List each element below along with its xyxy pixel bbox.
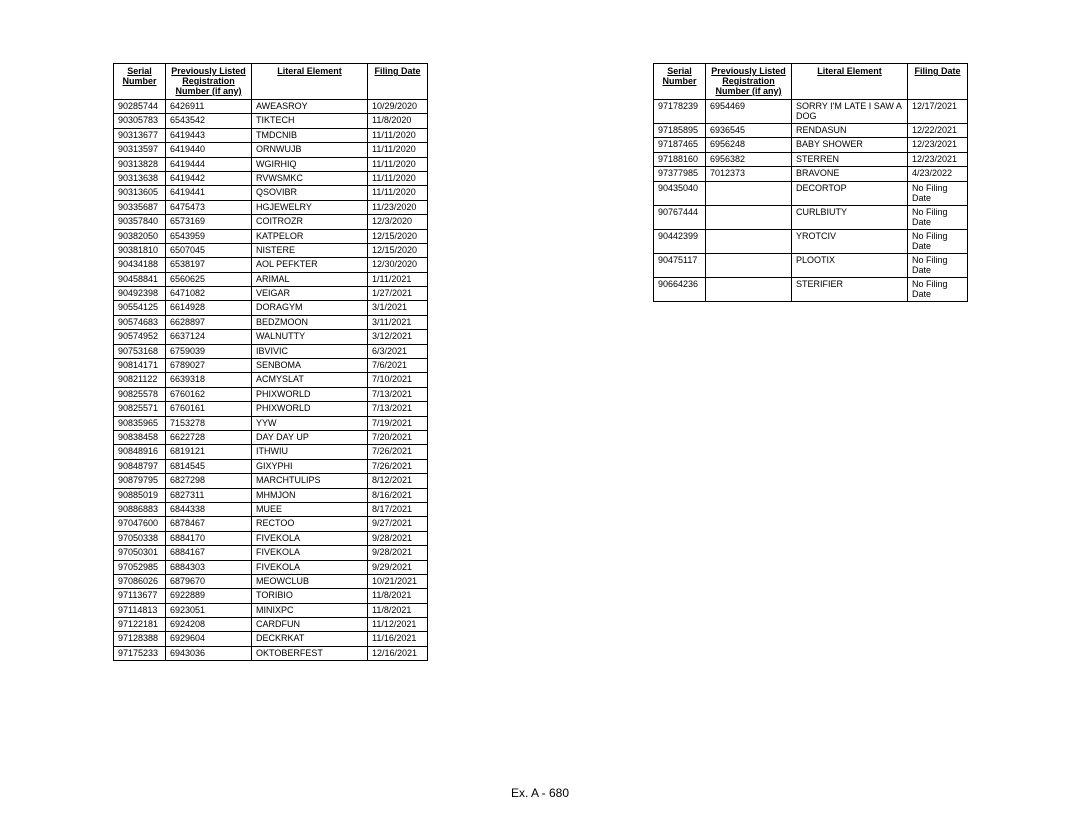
registration-number-cell: 6827298 — [166, 474, 252, 488]
registration-number-cell: 6560625 — [166, 272, 252, 286]
literal-element-cell: BRAVONE — [792, 167, 908, 181]
header-row — [654, 64, 968, 100]
registration-number-cell: 6878467 — [166, 517, 252, 531]
filing-date-cell: 4/23/2022 — [908, 167, 968, 181]
filing-date-cell: 12/3/2020 — [368, 215, 428, 229]
literal-element-cell: ORNWUJB — [252, 143, 368, 157]
literal-element-cell: AOL PEFKTER — [252, 258, 368, 272]
filing-date-cell: 7/6/2021 — [368, 359, 428, 373]
right-trademark-table — [653, 63, 968, 302]
registration-number-cell: 6426911 — [166, 100, 252, 114]
serial-number-cell: 90848916 — [114, 445, 166, 459]
table-row — [114, 287, 428, 301]
table-row — [114, 359, 428, 373]
filing-date-cell: 8/16/2021 — [368, 488, 428, 502]
serial-number-cell: 90381810 — [114, 243, 166, 257]
header-filing-date: Filing Date — [368, 64, 428, 100]
serial-number-cell: 90313638 — [114, 171, 166, 185]
literal-element-cell: HGJEWELRY — [252, 200, 368, 214]
filing-date-cell: 11/11/2020 — [368, 128, 428, 142]
serial-number-cell: 90475117 — [654, 253, 706, 277]
table-row — [114, 157, 428, 171]
literal-element-cell: MUEE — [252, 502, 368, 516]
serial-number-cell: 97122181 — [114, 618, 166, 632]
filing-date-cell: 12/23/2021 — [908, 152, 968, 166]
literal-element-cell: OKTOBERFEST — [252, 646, 368, 660]
filing-date-cell: 3/12/2021 — [368, 330, 428, 344]
serial-number-cell: 97114813 — [114, 603, 166, 617]
table-row — [114, 171, 428, 185]
table-row — [114, 430, 428, 444]
table-row — [114, 272, 428, 286]
serial-number-cell: 97185895 — [654, 124, 706, 138]
filing-date-cell: 11/8/2020 — [368, 114, 428, 128]
registration-number-cell: 7153278 — [166, 416, 252, 430]
literal-element-cell: AWEASROY — [252, 100, 368, 114]
serial-number-cell: 90313677 — [114, 128, 166, 142]
registration-number-cell: 6419444 — [166, 157, 252, 171]
table-row — [114, 243, 428, 257]
literal-element-cell: TMDCNIB — [252, 128, 368, 142]
filing-date-cell: 10/29/2020 — [368, 100, 428, 114]
literal-element-cell: TORIBIO — [252, 589, 368, 603]
table-row — [114, 445, 428, 459]
left-trademark-table — [113, 63, 428, 661]
table-row — [114, 315, 428, 329]
literal-element-cell: FIVEKOLA — [252, 531, 368, 545]
registration-number-cell: 6475473 — [166, 200, 252, 214]
table-row — [654, 124, 968, 138]
serial-number-cell: 90434188 — [114, 258, 166, 272]
literal-element-cell: DECKRKAT — [252, 632, 368, 646]
filing-date-cell: 7/13/2021 — [368, 387, 428, 401]
literal-element-cell: CURLBIUTY — [792, 205, 908, 229]
serial-number-cell: 90885019 — [114, 488, 166, 502]
header-previous-registration: Previously Listed Registration Number (if any) — [166, 64, 252, 100]
table-row — [114, 143, 428, 157]
filing-date-cell: No Filing Date — [908, 277, 968, 301]
table-row — [114, 387, 428, 401]
table-row — [654, 205, 968, 229]
filing-date-cell: 12/16/2021 — [368, 646, 428, 660]
serial-number-cell: 97047600 — [114, 517, 166, 531]
registration-number-cell: 6956248 — [706, 138, 792, 152]
table-row — [654, 229, 968, 253]
table-row — [654, 152, 968, 166]
filing-date-cell: 12/15/2020 — [368, 243, 428, 257]
filing-date-cell: 11/11/2020 — [368, 157, 428, 171]
serial-number-cell: 90848797 — [114, 459, 166, 473]
header-serial-number: Serial Number — [654, 64, 706, 100]
literal-element-cell: TIKTECH — [252, 114, 368, 128]
table-row — [114, 186, 428, 200]
filing-date-cell: 9/27/2021 — [368, 517, 428, 531]
registration-number-cell: 6943036 — [166, 646, 252, 660]
filing-date-cell: 1/27/2021 — [368, 287, 428, 301]
filing-date-cell: 8/17/2021 — [368, 502, 428, 516]
serial-number-cell: 90821122 — [114, 373, 166, 387]
serial-number-cell: 90664236 — [654, 277, 706, 301]
serial-number-cell: 90825578 — [114, 387, 166, 401]
serial-number-cell: 90357840 — [114, 215, 166, 229]
registration-number-cell: 6622728 — [166, 430, 252, 444]
registration-number-cell: 6419442 — [166, 171, 252, 185]
registration-number-cell: 6936545 — [706, 124, 792, 138]
table-row — [114, 531, 428, 545]
literal-element-cell: MARCHTULIPS — [252, 474, 368, 488]
serial-number-cell: 90835965 — [114, 416, 166, 430]
literal-element-cell: PHIXWORLD — [252, 402, 368, 416]
serial-number-cell: 97187465 — [654, 138, 706, 152]
filing-date-cell: 8/12/2021 — [368, 474, 428, 488]
filing-date-cell: No Filing Date — [908, 229, 968, 253]
table-row — [114, 330, 428, 344]
registration-number-cell: 6543542 — [166, 114, 252, 128]
literal-element-cell: RECTOO — [252, 517, 368, 531]
table-row — [114, 574, 428, 588]
registration-number-cell: 6884170 — [166, 531, 252, 545]
serial-number-cell: 90574683 — [114, 315, 166, 329]
serial-number-cell: 90814171 — [114, 359, 166, 373]
filing-date-cell: 7/26/2021 — [368, 459, 428, 473]
table-row — [114, 229, 428, 243]
registration-number-cell — [706, 205, 792, 229]
literal-element-cell: RVWSMKC — [252, 171, 368, 185]
serial-number-cell: 90753168 — [114, 344, 166, 358]
serial-number-cell: 90458841 — [114, 272, 166, 286]
table-row — [114, 114, 428, 128]
table-row — [114, 517, 428, 531]
serial-number-cell: 97086026 — [114, 574, 166, 588]
filing-date-cell: 11/11/2020 — [368, 171, 428, 185]
table-row — [114, 402, 428, 416]
serial-number-cell: 90313828 — [114, 157, 166, 171]
registration-number-cell: 6637124 — [166, 330, 252, 344]
table-row — [114, 200, 428, 214]
serial-number-cell: 90305783 — [114, 114, 166, 128]
table-row — [654, 253, 968, 277]
table-row — [114, 100, 428, 114]
filing-date-cell: No Filing Date — [908, 253, 968, 277]
header-serial-number: Serial Number — [114, 64, 166, 100]
table-row — [114, 646, 428, 660]
registration-number-cell: 6760162 — [166, 387, 252, 401]
registration-number-cell: 6419443 — [166, 128, 252, 142]
registration-number-cell: 6922889 — [166, 589, 252, 603]
filing-date-cell: 3/11/2021 — [368, 315, 428, 329]
header-literal-element: Literal Element — [792, 64, 908, 100]
serial-number-cell: 97188160 — [654, 152, 706, 166]
serial-number-cell: 90879795 — [114, 474, 166, 488]
serial-number-cell: 90554125 — [114, 301, 166, 315]
table-row — [654, 138, 968, 152]
registration-number-cell: 6419441 — [166, 186, 252, 200]
table-row — [114, 618, 428, 632]
filing-date-cell: 7/20/2021 — [368, 430, 428, 444]
table-row — [114, 128, 428, 142]
registration-number-cell: 6884167 — [166, 546, 252, 560]
registration-number-cell — [706, 253, 792, 277]
header-literal-element: Literal Element — [252, 64, 368, 100]
serial-number-cell: 90886883 — [114, 502, 166, 516]
table-row — [654, 167, 968, 181]
filing-date-cell: 6/3/2021 — [368, 344, 428, 358]
serial-number-cell: 97377985 — [654, 167, 706, 181]
registration-number-cell: 6419440 — [166, 143, 252, 157]
literal-element-cell: NISTERE — [252, 243, 368, 257]
registration-number-cell — [706, 181, 792, 205]
header-filing-date: Filing Date — [908, 64, 968, 100]
registration-number-cell — [706, 277, 792, 301]
table-row — [654, 181, 968, 205]
literal-element-cell: ACMYSLAT — [252, 373, 368, 387]
filing-date-cell: 10/21/2021 — [368, 574, 428, 588]
literal-element-cell: BEDZMOON — [252, 315, 368, 329]
table-row — [114, 416, 428, 430]
serial-number-cell: 97113677 — [114, 589, 166, 603]
literal-element-cell: FIVEKOLA — [252, 546, 368, 560]
literal-element-cell: DECORTOP — [792, 181, 908, 205]
literal-element-cell: PLOOTIX — [792, 253, 908, 277]
registration-number-cell: 6879670 — [166, 574, 252, 588]
literal-element-cell: RENDASUN — [792, 124, 908, 138]
registration-number-cell: 6628897 — [166, 315, 252, 329]
table-row — [114, 603, 428, 617]
serial-number-cell: 90492398 — [114, 287, 166, 301]
registration-number-cell: 6614928 — [166, 301, 252, 315]
literal-element-cell: MINIXPC — [252, 603, 368, 617]
filing-date-cell: 12/22/2021 — [908, 124, 968, 138]
registration-number-cell: 6924208 — [166, 618, 252, 632]
filing-date-cell: 12/30/2020 — [368, 258, 428, 272]
literal-element-cell: COITROZR — [252, 215, 368, 229]
serial-number-cell: 97128388 — [114, 632, 166, 646]
literal-element-cell: YYW — [252, 416, 368, 430]
table-row — [114, 560, 428, 574]
literal-element-cell: ARIMAL — [252, 272, 368, 286]
table-row — [114, 459, 428, 473]
literal-element-cell: MEOWCLUB — [252, 574, 368, 588]
serial-number-cell: 90313597 — [114, 143, 166, 157]
table-row — [114, 215, 428, 229]
literal-element-cell: WGIRHIQ — [252, 157, 368, 171]
filing-date-cell: 7/19/2021 — [368, 416, 428, 430]
registration-number-cell: 6507045 — [166, 243, 252, 257]
serial-number-cell: 97050338 — [114, 531, 166, 545]
table-row — [114, 373, 428, 387]
table-row — [114, 502, 428, 516]
literal-element-cell: VEIGAR — [252, 287, 368, 301]
table-row — [654, 277, 968, 301]
literal-element-cell: IBVIVIC — [252, 344, 368, 358]
literal-element-cell: GIXYPHI — [252, 459, 368, 473]
filing-date-cell: No Filing Date — [908, 205, 968, 229]
registration-number-cell: 6956382 — [706, 152, 792, 166]
literal-element-cell: WALNUTTY — [252, 330, 368, 344]
serial-number-cell: 90825571 — [114, 402, 166, 416]
filing-date-cell: 9/29/2021 — [368, 560, 428, 574]
literal-element-cell: ITHWIU — [252, 445, 368, 459]
serial-number-cell: 97178239 — [654, 100, 706, 124]
table-row — [114, 589, 428, 603]
registration-number-cell: 6573169 — [166, 215, 252, 229]
filing-date-cell: 7/13/2021 — [368, 402, 428, 416]
filing-date-cell: 12/15/2020 — [368, 229, 428, 243]
registration-number-cell: 6827311 — [166, 488, 252, 502]
registration-number-cell: 6923051 — [166, 603, 252, 617]
filing-date-cell: 11/16/2021 — [368, 632, 428, 646]
registration-number-cell: 6929604 — [166, 632, 252, 646]
serial-number-cell: 90838458 — [114, 430, 166, 444]
literal-element-cell: SENBOMA — [252, 359, 368, 373]
header-previous-registration: Previously Listed Registration Number (if any) — [706, 64, 792, 100]
registration-number-cell — [706, 229, 792, 253]
filing-date-cell: 11/11/2020 — [368, 143, 428, 157]
registration-number-cell: 6789027 — [166, 359, 252, 373]
registration-number-cell: 6844338 — [166, 502, 252, 516]
registration-number-cell: 6639318 — [166, 373, 252, 387]
literal-element-cell: KATPELOR — [252, 229, 368, 243]
serial-number-cell: 97175233 — [114, 646, 166, 660]
literal-element-cell: FIVEKOLA — [252, 560, 368, 574]
registration-number-cell: 6760161 — [166, 402, 252, 416]
serial-number-cell: 90313605 — [114, 186, 166, 200]
filing-date-cell: 11/11/2020 — [368, 186, 428, 200]
table-row — [114, 301, 428, 315]
serial-number-cell: 90285744 — [114, 100, 166, 114]
filing-date-cell: 7/10/2021 — [368, 373, 428, 387]
filing-date-cell: No Filing Date — [908, 181, 968, 205]
serial-number-cell: 97050301 — [114, 546, 166, 560]
filing-date-cell: 12/17/2021 — [908, 100, 968, 124]
registration-number-cell: 6538197 — [166, 258, 252, 272]
literal-element-cell: PHIXWORLD — [252, 387, 368, 401]
table-row — [114, 474, 428, 488]
literal-element-cell: BABY SHOWER — [792, 138, 908, 152]
filing-date-cell: 7/26/2021 — [368, 445, 428, 459]
literal-element-cell: STERREN — [792, 152, 908, 166]
filing-date-cell: 9/28/2021 — [368, 546, 428, 560]
filing-date-cell: 12/23/2021 — [908, 138, 968, 152]
serial-number-cell: 90767444 — [654, 205, 706, 229]
exhibit-page-label: Ex. A - 680 — [510, 786, 570, 800]
filing-date-cell: 9/28/2021 — [368, 531, 428, 545]
serial-number-cell: 90382050 — [114, 229, 166, 243]
filing-date-cell: 11/8/2021 — [368, 603, 428, 617]
table-row — [114, 258, 428, 272]
literal-element-cell: QSOVIBR — [252, 186, 368, 200]
registration-number-cell: 6814545 — [166, 459, 252, 473]
serial-number-cell: 90442399 — [654, 229, 706, 253]
serial-number-cell: 90335687 — [114, 200, 166, 214]
literal-element-cell: SORRY I'M LATE I SAW A DOG — [792, 100, 908, 124]
literal-element-cell: CARDFUN — [252, 618, 368, 632]
literal-element-cell: MHMJON — [252, 488, 368, 502]
registration-number-cell: 6543959 — [166, 229, 252, 243]
table-row — [114, 546, 428, 560]
literal-element-cell: STERIFIER — [792, 277, 908, 301]
table-row — [114, 344, 428, 358]
registration-number-cell: 6954469 — [706, 100, 792, 124]
serial-number-cell: 90435040 — [654, 181, 706, 205]
registration-number-cell: 6884303 — [166, 560, 252, 574]
filing-date-cell: 11/8/2021 — [368, 589, 428, 603]
registration-number-cell: 6759039 — [166, 344, 252, 358]
table-row — [654, 100, 968, 124]
literal-element-cell: DORAGYM — [252, 301, 368, 315]
filing-date-cell: 3/1/2021 — [368, 301, 428, 315]
table-row — [114, 632, 428, 646]
filing-date-cell: 1/11/2021 — [368, 272, 428, 286]
literal-element-cell: DAY DAY UP — [252, 430, 368, 444]
filing-date-cell: 11/23/2020 — [368, 200, 428, 214]
registration-number-cell: 6819121 — [166, 445, 252, 459]
registration-number-cell: 7012373 — [706, 167, 792, 181]
table-row — [114, 488, 428, 502]
literal-element-cell: YROTCIV — [792, 229, 908, 253]
serial-number-cell: 90574952 — [114, 330, 166, 344]
serial-number-cell: 97052985 — [114, 560, 166, 574]
header-row — [114, 64, 428, 100]
registration-number-cell: 6471082 — [166, 287, 252, 301]
filing-date-cell: 11/12/2021 — [368, 618, 428, 632]
